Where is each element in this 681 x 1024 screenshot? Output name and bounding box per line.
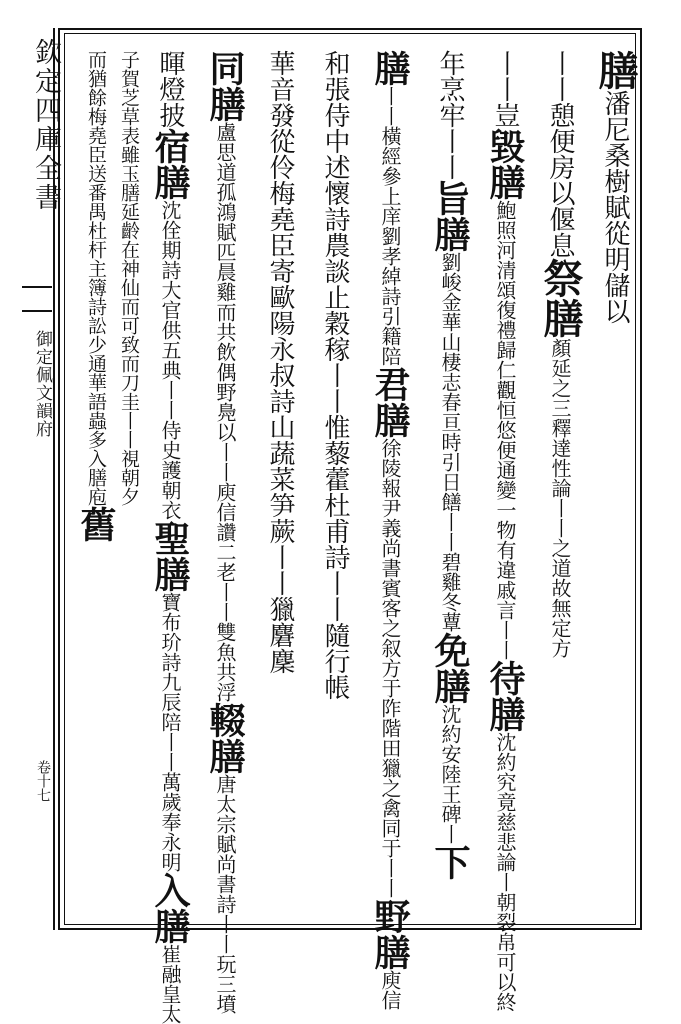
- citation-note: 詩丨丨玩三墳: [213, 894, 237, 1014]
- text-column-5: [365, 50, 415, 1010]
- citation-note: 沈約安陸王碑丨: [438, 704, 462, 844]
- entry-headword: 下: [429, 844, 471, 880]
- entry-headword: 免膳: [429, 632, 471, 704]
- book-subtitle: 御定佩文韻府: [32, 330, 52, 438]
- text-column-1: [590, 50, 640, 324]
- column-text: 潘尼桑樹賦從明儲以: [600, 90, 630, 324]
- entry-headword: 君膳: [369, 366, 411, 438]
- entry-headword: 毀膳: [484, 128, 526, 200]
- citation-note: 丨朝裂帛可以終: [493, 872, 517, 1012]
- citation-note: 饍丨丨碧雞冬蕈: [438, 492, 462, 632]
- column-text: 丨丨豈: [490, 50, 520, 128]
- text-column-4: [425, 50, 475, 880]
- entry-headword: 聖膳: [149, 520, 191, 592]
- entry-headword: 同膳: [204, 50, 246, 122]
- citation-note: 子賀芝草表雖玉膳延齡在神仙而可致而刀圭丨丨視朝夕: [118, 50, 140, 506]
- entry-headword: 膳: [592, 50, 639, 90]
- text-column-7: [255, 50, 305, 674]
- citation-note: 盧思道孤鴻賦匹晨雞而共飲偶野鳧: [213, 122, 237, 422]
- citation-note: 亘時引日: [438, 412, 462, 492]
- entry-headword: 宿膳: [149, 128, 191, 200]
- fish-tail-ornament: [22, 286, 52, 312]
- text-column-2: [535, 50, 585, 658]
- citation-note: 庾信: [378, 970, 402, 1010]
- citation-note: 丨丨之道故無定方: [548, 498, 572, 658]
- citation-note: 顏延之三釋達性論: [548, 338, 572, 498]
- entry-headword: 旨膳: [429, 180, 471, 252]
- citation-note: 唐太宗賦尚書: [213, 774, 237, 894]
- citation-note: 以丨丨庾信讚二老丨丨雙魚共浮: [213, 422, 237, 702]
- citation-note: 而猶餘梅堯臣送番禺杜杆主簿詩訟少通華語蟲多入膳庖: [85, 50, 107, 506]
- page-number: 卷十七: [35, 760, 51, 802]
- text-column-8: [200, 50, 250, 1014]
- text-column-9: [145, 50, 195, 1024]
- citation-note: 丨丨橫經參上庠: [378, 86, 402, 226]
- citation-note: 五典丨丨侍史護朝衣: [158, 340, 182, 520]
- entry-headword: 入膳: [149, 872, 191, 944]
- entry-headword: 舊: [75, 506, 117, 542]
- text-column-3: [480, 50, 530, 1012]
- citation-note: 丨丨萬歲奉永明: [158, 732, 182, 872]
- citation-note: 鮑照河清頌復禮歸仁觀恒: [493, 200, 517, 420]
- entry-headword: 祭膳: [537, 258, 584, 338]
- entry-headword: 膳: [369, 50, 411, 86]
- entry-headword: 輟膳: [204, 702, 246, 774]
- column-text: 暉燈披: [155, 50, 185, 128]
- column-text: 和張侍中述懷詩農談止穀稼丨丨惟藜藿杜甫詩丨丨隨行帳: [320, 50, 350, 700]
- citation-note: 悠便通變一物有違戚言丨丨: [493, 420, 517, 660]
- entry-headword: 待膳: [484, 660, 526, 732]
- citation-note: 寶布玠詩九辰陪: [158, 592, 182, 732]
- citation-note: 崔融皇太: [158, 944, 182, 1024]
- citation-note: 沈約究竟慈悲論: [493, 732, 517, 872]
- text-column-10: [75, 50, 142, 542]
- citation-note: 劉孝綽詩引籍陪: [378, 226, 402, 366]
- column-text: 丨丨憩便房以偃息: [545, 50, 575, 258]
- text-column-6: [310, 50, 360, 700]
- citation-note: 劉峻金華山棲志春: [438, 252, 462, 412]
- entry-headword: 野膳: [369, 898, 411, 970]
- citation-note: 沈佺期詩大官供: [158, 200, 182, 340]
- citation-note: 徐陵報尹義尚書賓客之叙方: [378, 438, 402, 678]
- citation-note: 于阼階田獵之禽同于丨丨: [378, 678, 402, 898]
- book-title: 欽定四庫全書: [30, 38, 61, 212]
- column-text: 年烹牢丨丨: [435, 50, 465, 180]
- column-text: 華音發從伶梅堯臣寄歐陽永叔詩山蔬菜笋蕨丨丨獵麏麇: [265, 50, 295, 674]
